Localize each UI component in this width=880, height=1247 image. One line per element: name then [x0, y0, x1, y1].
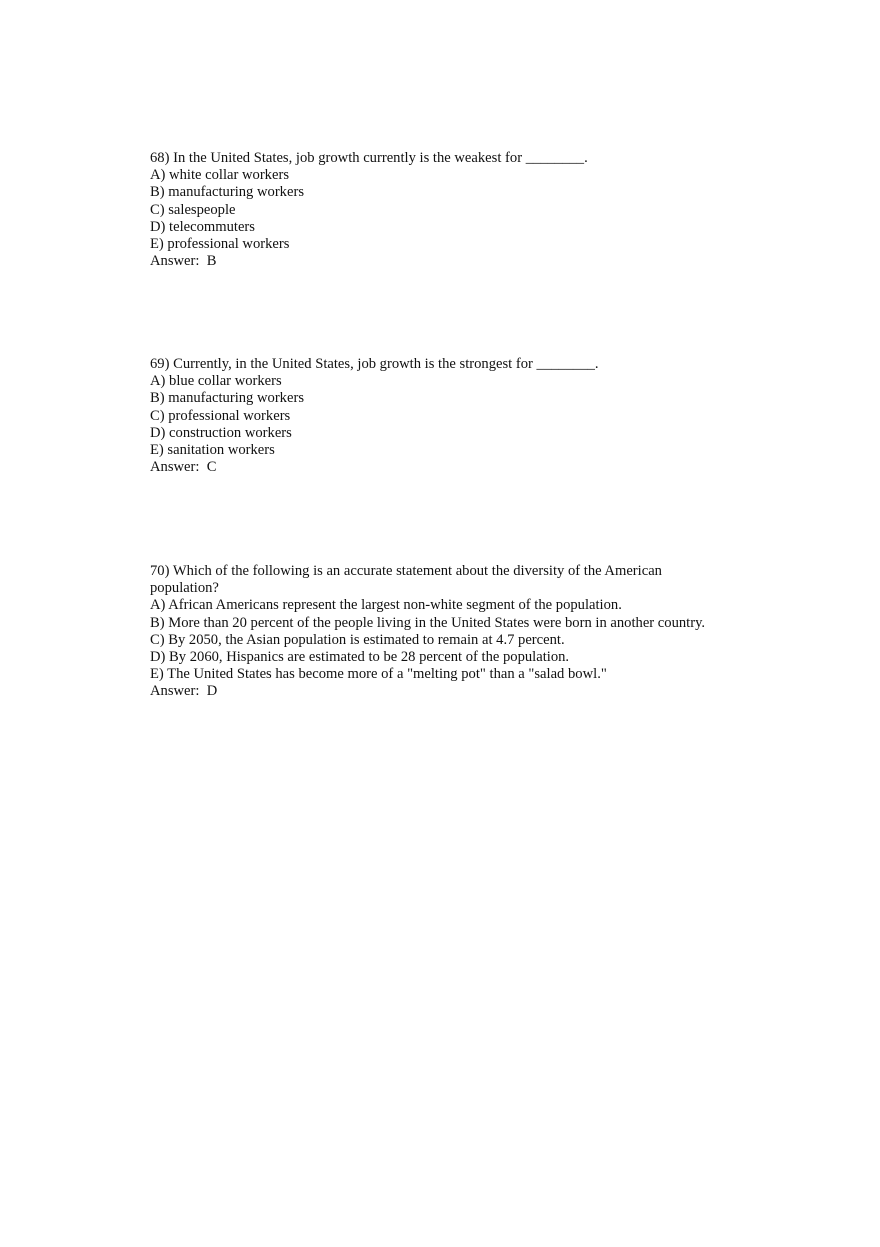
question-stem: 69) Currently, in the United States, job growth is the strongest for ________.	[150, 356, 599, 372]
option-d: D) construction workers	[150, 424, 292, 441]
option-d: D) telecommuters	[150, 218, 255, 235]
option-b: B) manufacturing workers	[150, 184, 304, 201]
question-stem: 70) Which of the following is an accurate statement about the diversity of the American population?	[150, 563, 662, 597]
option-e: E) professional workers	[150, 236, 290, 253]
option-e: E) The United States has become more of a "melting pot" than a "salad bowl."	[150, 666, 607, 683]
option-a: A) white collar workers	[150, 167, 289, 184]
option-d: D) By 2060, Hispanics are estimated to be 28 percent of the population.	[150, 649, 570, 666]
option-c: C) By 2050, the Asian population is estimated to remain at 4.7 percent.	[150, 631, 565, 648]
option-c: C) professional workers	[150, 407, 291, 424]
option-a: A) African Americans represent the largest non-white segment of the population.	[150, 597, 622, 614]
question-68	[150, 150, 750, 270]
question-69	[150, 356, 750, 476]
question-stem: 68) In the United States, job growth currently is the weakest for ________.	[150, 150, 588, 166]
answer-line: Answer: B	[150, 253, 217, 270]
option-e: E) sanitation workers	[150, 442, 275, 459]
option-a: A) blue collar workers	[150, 373, 282, 390]
question-70	[150, 563, 750, 701]
option-b: B) manufacturing workers	[150, 390, 304, 407]
answer-line: Answer: D	[150, 683, 218, 700]
option-c: C) salespeople	[150, 201, 236, 218]
answer-line: Answer: C	[150, 459, 217, 476]
option-b: B) More than 20 percent of the people living in the United States were born in another country.	[150, 614, 706, 631]
